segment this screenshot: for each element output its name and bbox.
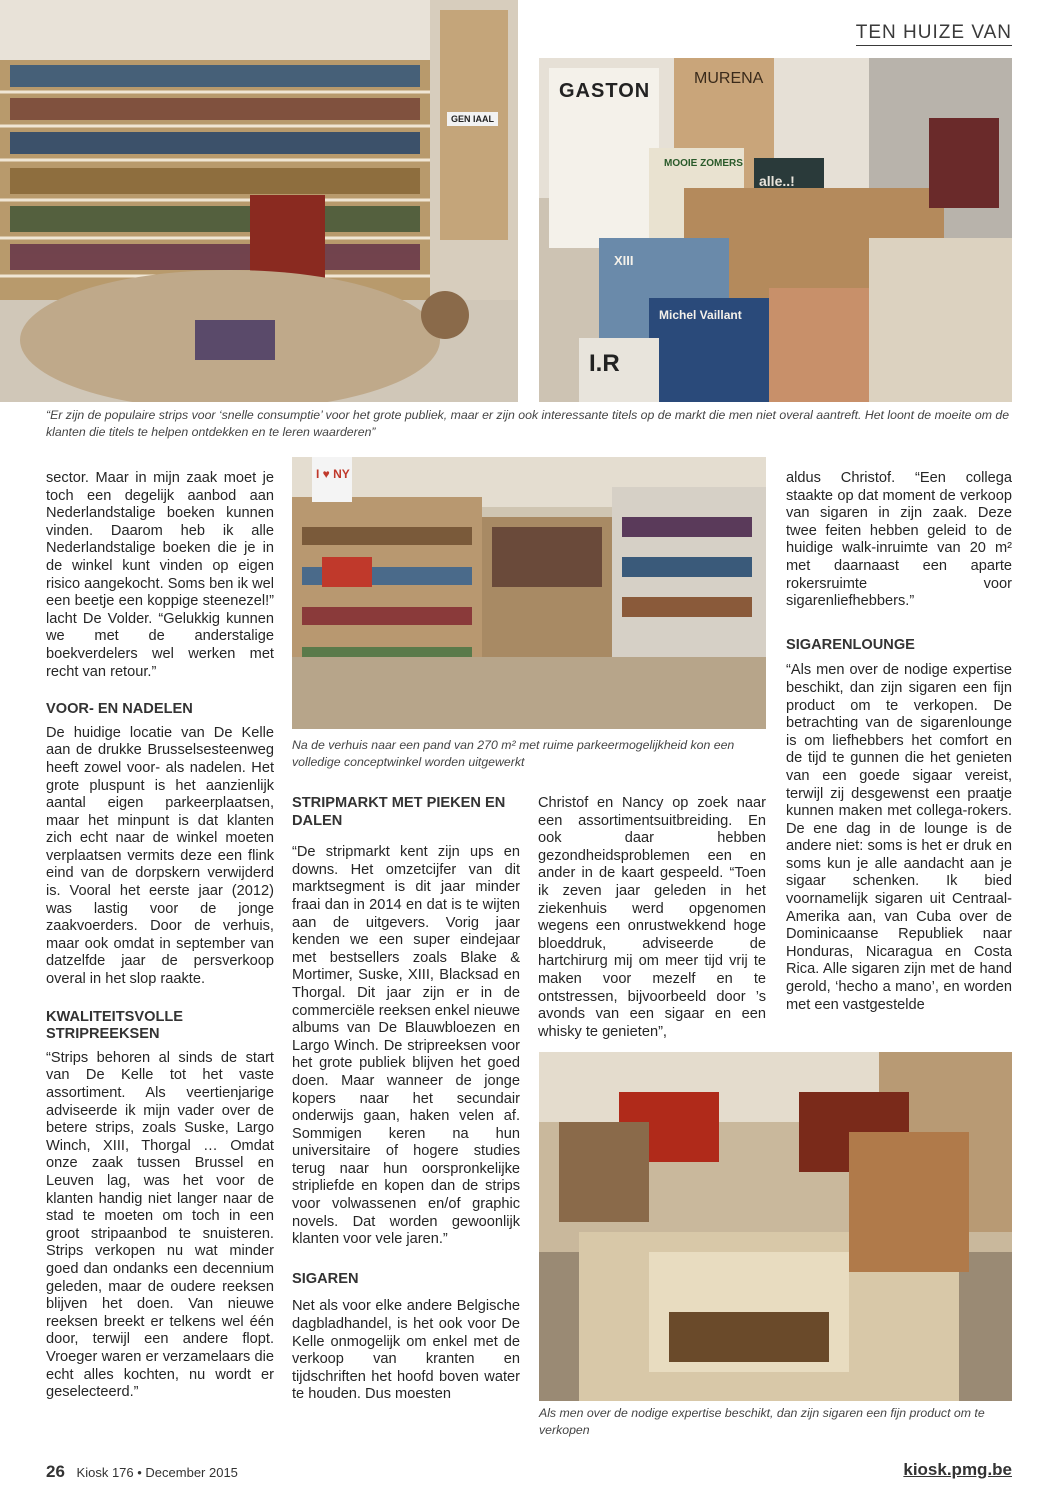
subheading-stripmarkt: STRIPMARKT MET PIEKEN EN DALEN — [292, 795, 506, 829]
paragraph: “De stripmarkt kent zijn ups en downs. Het omzetcijfer van dit marktsegment is dit jaar minder fraai dan in 2014 en dat is te wijten aan de uitgevers. Vorig jaar kenden we een super eindejaar met bestsellers zoals Blake & Mortimer, Suske, XIII, Blacksad en Thorgal. Dit jaar zijn er in de commerciële reeksen enkel nieuwe albums van De Blauwbloezen en Largo Winch. De stripreeksen voor het grote publiek blijven het goed doen. Maar wanneer de jonge kopers naar het secundair onderwijs gaan, haken velen af. Sommigen keren na hun universitaire of hogere studies terug naar hun oorspronkelijke stripliefde en kopen dan de strips voor volwassenen en/of graphic novels. Dat worden gewoonlijk klanten voor vele jaren.” — [292, 844, 520, 1248]
paragraph: De huidige locatie van De Kelle aan de drukke Brusselsesteenweg heeft zowel voor- als nadelen. Het grote pluspunt is het aanzienlijk aantal eigen parkeerplaatsen, maar het minpunt is dat klanten zich echt naar de winkel moeten verplaatsen vermits deze een flink eind van de dorpskern verwijderd is. Vooral het eerste jaar (2012) was lastig voor de jonge zaakvoerders. Door de verhuis, maar ook omdat in september van datzelfde jaar de persverkoop overal in het slop raakte. — [46, 724, 274, 988]
photo-comic-shelves — [0, 0, 518, 402]
paragraph: sector. Maar in mijn zaak moet je toch een degelijk aanbod aan Nederlandstalige boeken kunnen vinden. Daarom heb ik alle Nederlandstalige boeken die je in de winkel kunt vinden op eigen risico aangekocht. Soms ben ik wel een beetje een koppige steenezel!” lacht De Volder. “Gelukkig kunnen we met de anderstalige boekverdelers wel werken met recht van retour.” — [46, 470, 274, 680]
column-4 — [786, 470, 1012, 1014]
paragraph: Net als voor elke andere Belgische dagbladhandel, is het ook voor De Kelle onmogelijk om enkel met de verkoop van kranten en tijdschriften het hoofd boven water te houden. Dus moesten — [292, 1298, 520, 1403]
sign-i-love-ny: I ♥ NY — [316, 467, 350, 481]
paragraph: “Strips behoren al sinds de start van De Kelle tot het vaste assortiment. Als veertienjarige adviseerde ik mijn vader over de betere strips, zoals Suske, Largo Winch, XIII, Thorgal … Omdat onze zaak tussen Brussel en Leuven lag, was het voor de klanten handig niet langer naar de stad te moeten om toch in een groot stripaanbod te snuisteren. Strips verkopen nu wat minder goed dan ondanks een decennium geleden, maar de oudere reeksen blijven het doen. Van nieuwe reeksen breekt er telkens wel één door, terwijl een andere flopt. Vroeger waren er verzamelaars die echt alles kochten, nu wordt er geselecteerd.” — [46, 1049, 274, 1401]
book-title-murena: MURENA — [694, 70, 764, 87]
column-2 — [292, 795, 520, 1404]
paragraph: “Als men over de nodige expertise beschikt, dan zijn sigaren een fijn product om te verkopen. De betrachting van de sigarenlounge is om liefhebbers het comfort en de tijd te gunnen die het genieten van een goede sigaar vereist, terwijl zij desgewenst een praatje kunnen maken met collega-rokers. De ene dag in de lounge is de andere niet: soms is het er druk en soms kun je alle aandacht aan je sigaar schenken. Ik bied voornamelijk sigaren uit Centraal-Amerika aan, van Cuba over de Dominicaanse Republiek naar Honduras, Nicaragua en Costa Rica. Alle sigaren zijn met de hand gerold, ‘hecho a mano’, en worden met een vastgestelde — [786, 662, 1012, 1013]
caption-middle: Na de verhuis naar een pand van 270 m² met ruime parkeermogelijkheid kon een volledige conceptwinkel worden uitgewerkt — [292, 738, 735, 769]
book-title-mooie-zomers: MOOIE ZOMERS — [664, 158, 743, 169]
subheading-kwaliteitsvolle-stripreeksen: KWALITEITSVOLLE STRIPREEKSEN — [46, 1008, 184, 1043]
footer-url[interactable]: kiosk.pmg.be — [903, 1460, 1012, 1479]
book-title-xiii: XIII — [614, 253, 634, 268]
page-number: 26 — [46, 1462, 65, 1481]
book-title-michel-vaillant: Michel Vaillant — [659, 308, 742, 322]
subheading-voor-en-nadelen: VOOR- EN NADELEN — [46, 701, 193, 718]
caption-top: “Er zijn de populaire strips voor ‘snelle consumptie’ voor het grote publiek, maar er zijn ook interessante titels op de markt die men niet overal aantreft. Het loont de moeite om de klanten die titels te helpen ontdekken en te leren waarderen” — [46, 408, 1010, 439]
paragraph: aldus Christof. “Een collega staakte op dat moment de verkoop van sigaren in zijn zaak. Deze twee feiten hebben geleid to de huidige walk-inruimte van 20 m² met daarnaast een aparte rokersruimte voor sigarenliefhebbers.” — [786, 470, 1012, 610]
column-3 — [538, 795, 766, 1041]
photo-bookstore-interior — [292, 457, 766, 729]
issue-info: Kiosk 176 • December 2015 — [76, 1465, 238, 1480]
photo-comic-display — [539, 58, 1012, 402]
book-title-ir: I.R — [589, 350, 620, 377]
column-1 — [46, 470, 274, 1402]
subheading-sigaren: SIGAREN — [292, 1270, 359, 1287]
subheading-sigarenlounge: SIGARENLOUNGE — [786, 636, 915, 653]
caption-bottom: Als men over de nodige expertise beschikt, dan zijn sigaren een fijn product om te verkopen — [539, 1406, 985, 1437]
footer-left — [46, 1462, 238, 1482]
sign-geniaal: GEN IAAL — [447, 112, 498, 126]
section-tag: TEN HUIZE VAN — [856, 22, 1012, 46]
photo-cigar-display — [539, 1052, 1012, 1401]
book-title-gaston: GASTON — [559, 80, 651, 102]
book-title-alle: alle..! — [759, 173, 795, 189]
paragraph: Christof en Nancy op zoek naar een assortimentsuitbreiding. En ook daar hebben gezondheidsproblemen een en ander in de kaart gespeeld. “Toen ik zeven jaar geleden in het ziekenhuis werd opgenomen wegens een onrustwekkend hoge bloeddruk, adviseerde de hartchirurg mij om meer tijd vrij te maken voor mezelf en te ontstressen, bijvoorbeeld door ’s avonds van een sigaar en een whisky te genieten”, — [538, 795, 766, 1040]
